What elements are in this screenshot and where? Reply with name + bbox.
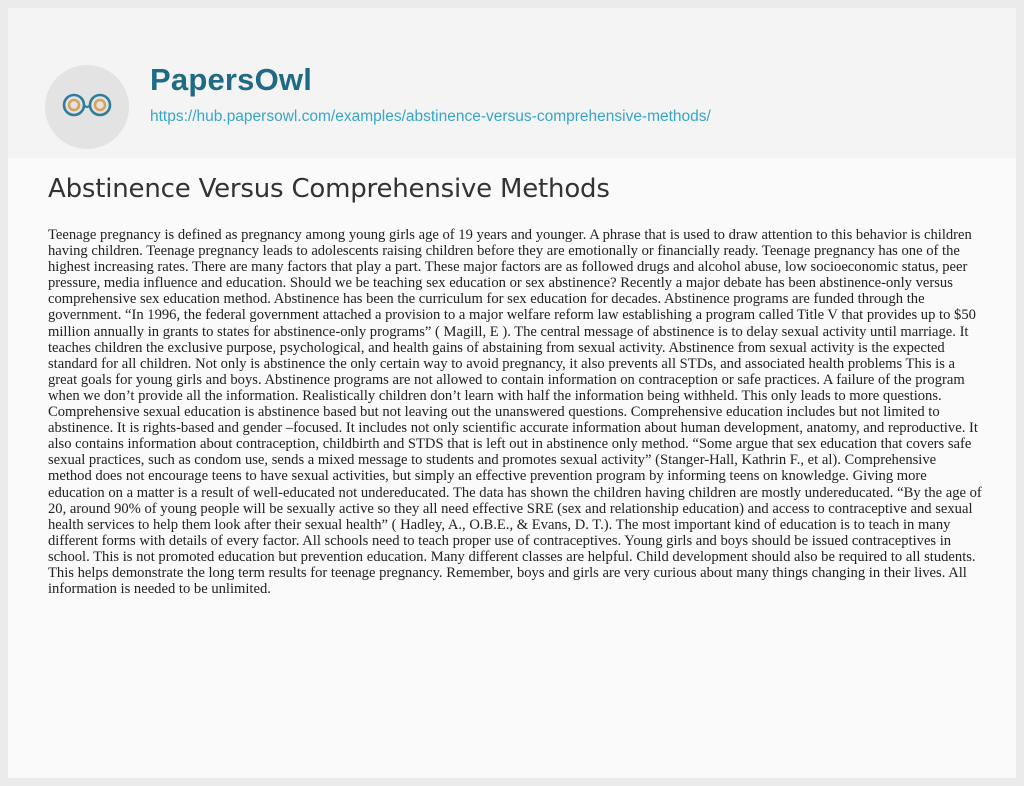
page-header <box>8 8 1016 158</box>
owl-logo-icon <box>45 65 129 149</box>
source-url-link[interactable]: https://hub.papersowl.com/examples/abstinence-versus-comprehensive-methods/ <box>150 108 711 125</box>
article-body: Teenage pregnancy is defined as pregnancy among young girls age of 19 years and younger. A phrase that is used to draw attention to this behavior is children having children. Teenage pregnancy leads to adolescents raising children before they are emotionally or financially ready. Teenage pregnancy has one of the highest increasing rates. There are many factors that play a part. These major factors are as followed drugs and alcohol abuse, low socioeconomic status, peer pressure, media influence and education. Should we be teaching sex education or sex abstinence? Recently a major debate has been abstinence-only versus comprehensive sex education method. Abstinence has been the curriculum for sex education for decades. Abstinence programs are funded through the government. “In 1996, the federal government attached a provision to a major welfare reform law establishing a program called Title V that provides up to $50 million annually in grants to states for abstinence-only programs” ( Magill, E ). The central message of abstinence is to delay sexual activity until marriage. It teaches children the exclusive purpose, psychological, and health gains of abstaining from sexual activity. Abstinence from sexual activity is the expected standard for all children. Not only is abstinence the only certain way to avoid pregnancy, it also prevents all STDs, and associated health problems This is a great goals for young girls and boys. Abstinence programs are not allowed to contain information on contraception or safe practices. A failure of the program when we don’t provide all the information. Realistically children don’t learn with half the information being withheld. This only leads to more questions. Comprehensive sexual education is abstinence based but not leaving out the unanswered questions. Comprehensive education includes but not limited to abstinence. It is rights-based and gender –focused. It includes not only scientific accurate information about human development, anatomy, and reproductive. It also contains information about contraception, childbirth and STDS that is left out in abstinence only method. “Some argue that sex education that covers safe sexual practices, such as condom use, sends a mixed message to students and promotes sexual activity” (Stanger-Hall, Kathrin F., et al). Comprehensive method does not encourage teens to have sexual activities, but simply an effective prevention program by informing teens on knowledge. Giving more education on a matter is a result of well-educated not undereducated. The data has shown the children having children are mostly undereducated. “By the age of 20, around 90% of young people will be sexually active so they all need effective SRE (sex and relationship education) and access to contraceptive and sexual health services to help them look after their sexual health” ( Hadley, A., O.B.E., & Evans, D. T.). The most important kind of education is to teach in many different forms with details of every factor. All schools need to teach proper use of contraceptives. Young girls and boys should be issued contraceptives in school. This is not promoted education but prevention education. Many different classes are helpful. Child development should also be required to all students. This helps demonstrate the long term results for teenage pregnancy. Remember, boys and girls are very curious about many things changing in their lives. All information is needed to be unlimited. <box>48 227 982 598</box>
article-title: Abstinence Versus Comprehensive Methods <box>48 174 610 204</box>
document-page <box>8 8 1016 778</box>
brand-name: PapersOwl <box>150 62 313 97</box>
